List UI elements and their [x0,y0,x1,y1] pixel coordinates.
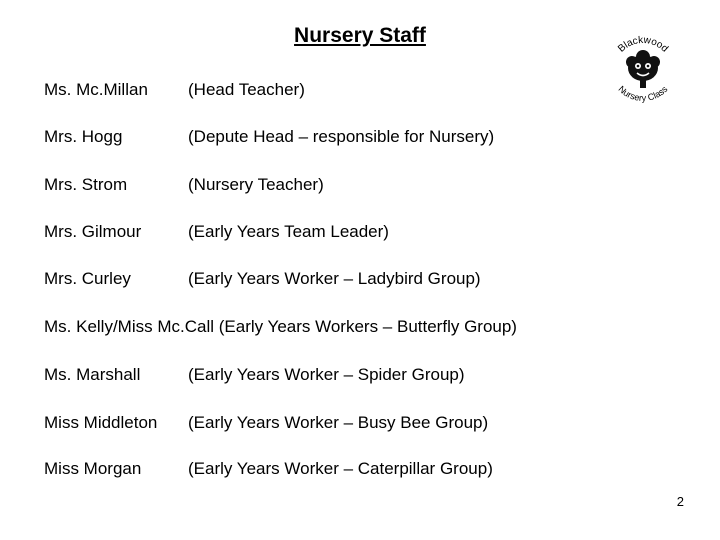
page-number: 2 [676,494,684,509]
staff-role: (Early Years Worker – Caterpillar Group) [188,459,493,478]
staff-name: Ms. Kelly/Miss Mc.Call [44,317,219,336]
staff-row [44,173,664,197]
staff-name: Ms. Mc.Millan [44,80,148,99]
staff-role: (Early Years Team Leader) [188,222,389,241]
staff-role: (Early Years Worker – Busy Bee Group) [188,413,489,432]
staff-name: Miss Middleton [44,413,158,432]
staff-role: (Early Years Worker – Ladybird Group) [188,269,481,288]
staff-name: Miss Morgan [44,459,142,478]
staff-name: Ms. Marshall [44,365,141,384]
logo-top-text: Blackwood [616,34,670,55]
staff-role: (Depute Head – responsible for Nursery) [188,127,495,146]
staff-row [44,457,664,481]
staff-role: (Nursery Teacher) [188,175,324,194]
staff-row [44,78,664,102]
staff-row [44,220,664,244]
staff-name: Mrs. Hogg [44,127,123,146]
staff-name: Mrs. Gilmour [44,222,142,241]
staff-role: (Early Years Worker – Spider Group) [188,365,465,384]
page-title: Nursery Staff [294,24,426,47]
staff-row [44,411,664,435]
logo-bottom-text: Nursery Class [616,83,670,104]
staff-name: Mrs. Strom [44,175,128,194]
staff-name: Mrs. Curley [44,269,131,288]
staff-row [44,315,664,339]
staff-role: (Early Years Workers – Butterfly Group) [218,317,517,336]
staff-row [44,267,664,291]
staff-row [44,125,664,149]
staff-row [44,363,664,387]
staff-role: (Head Teacher) [188,80,305,99]
